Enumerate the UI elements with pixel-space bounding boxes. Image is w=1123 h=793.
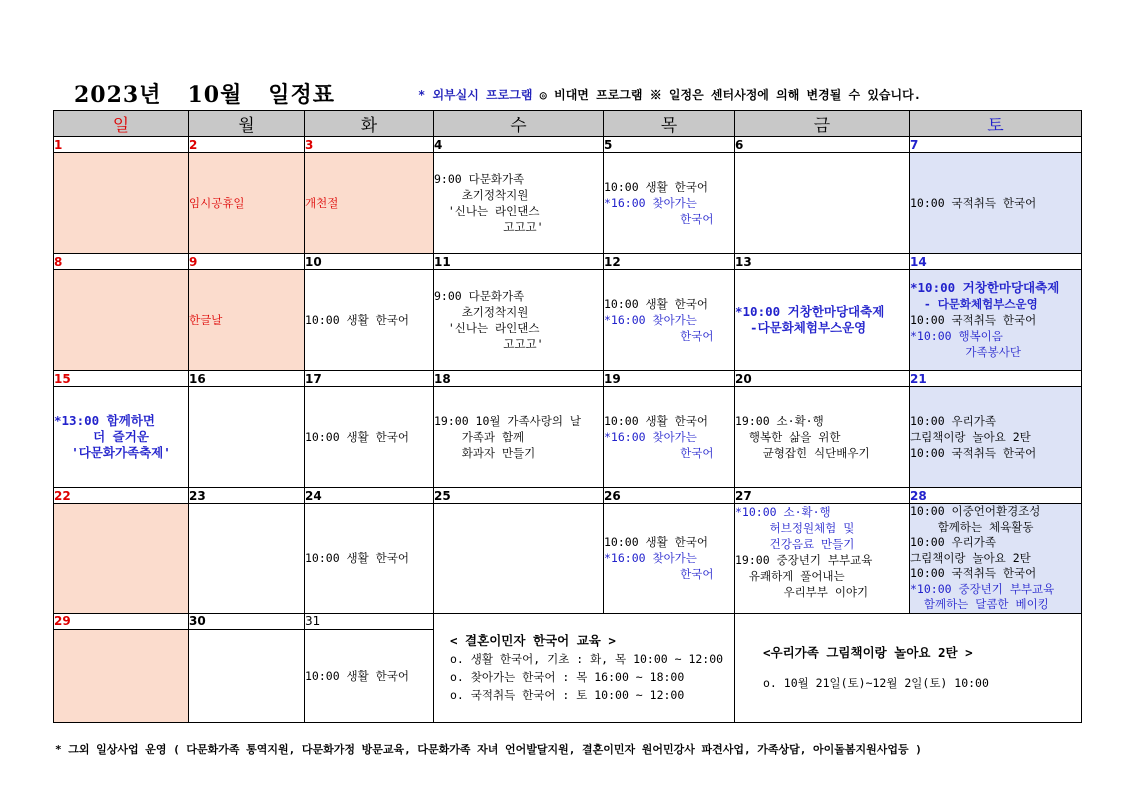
event-line-outdoor: *10:00 행복이음 [910, 329, 1003, 343]
date-cell: 7 [910, 137, 1082, 153]
legend [418, 86, 921, 103]
event-line: 10:00 국적취득 한국어 [910, 446, 1037, 460]
event-line: 10:00 우리가족 [910, 535, 996, 549]
date-cell: 29 [54, 613, 189, 629]
event-cell-empty [189, 387, 305, 488]
event-cell: 10:00 생활 한국어 [305, 629, 434, 722]
date-cell: 5 [604, 137, 735, 153]
date-cell: 23 [189, 488, 305, 504]
event-cell-holiday: 임시공휴일 [189, 153, 305, 254]
info-line: o. 국적취득 한국어 : 토 10:00 ~ 12:00 [450, 687, 685, 702]
week3-event-row [54, 387, 1082, 488]
event-line: 우리부부 이야기 [735, 585, 869, 599]
page-title: 2023년 10월 일정표 [74, 82, 336, 108]
date-cell: 18 [434, 371, 604, 387]
legend-notes: ◎ 비대면 프로그램 ※ 일정은 센터사정에 의해 변경될 수 있습니다. [532, 88, 921, 102]
event-line: 균형잡힌 식단배우기 [735, 446, 870, 460]
event-line: 그림책이랑 놀아요 2탄 [910, 430, 1031, 444]
week2-date-row [54, 254, 1082, 270]
event-cell [54, 387, 189, 488]
event-cell-empty [189, 629, 305, 722]
event-line-outdoor: *10:00 거창한마당대축제 [735, 304, 885, 319]
event-cell-holiday: 한글날 [189, 270, 305, 371]
event-line: 10:00 생활 한국어 [604, 535, 709, 550]
event-cell: 10:00 생활 한국어 [305, 387, 434, 488]
event-cell [434, 270, 604, 371]
event-line: 10:00 생활 한국어 [604, 180, 709, 194]
info-line: o. 생활 한국어, 기초 : 화, 목 10:00 ~ 12:00 [450, 651, 724, 666]
korean-education-title: < 결혼이민자 한국어 교육 > [450, 632, 616, 648]
date-cell: 26 [604, 488, 735, 504]
weekday-sun: 일 [54, 111, 189, 137]
event-line-outdoor: 가족봉사단 [910, 345, 1021, 359]
week2-event-row [54, 270, 1082, 371]
event-cell [434, 387, 604, 488]
event-cell [604, 153, 735, 254]
date-cell: 3 [305, 137, 434, 153]
event-line: '신나는 라인댄스 [434, 204, 540, 218]
date-cell: 17 [305, 371, 434, 387]
event-cell-empty [54, 504, 189, 614]
legend-outdoor: * 외부실시 프로그램 [418, 88, 533, 102]
event-line-outdoor: *10:00 중장년기 부부교육 [910, 581, 1055, 596]
event-line-outdoor: - 다문화체험부스운영 [910, 297, 1038, 311]
event-line: 10:00 생활 한국어 [604, 414, 709, 428]
event-line-outdoor: -다문화체험부스운영 [735, 320, 867, 335]
event-line-outdoor: 한국어 [604, 329, 714, 343]
event-cell [604, 270, 735, 371]
date-cell: 14 [910, 254, 1082, 270]
picture-book-title: <우리가족 그림책이랑 놀아요 2탄 > [763, 644, 973, 660]
calendar-table [53, 110, 1082, 723]
event-cell: 10:00 국적취득 한국어 [910, 153, 1082, 254]
event-line: 함께하는 체육활동 [910, 519, 1034, 534]
event-cell: 10:00 생활 한국어 [305, 270, 434, 371]
event-cell [735, 504, 910, 614]
weekday-mon: 월 [189, 111, 305, 137]
date-cell: 31 [305, 613, 434, 629]
event-cell-empty [54, 629, 189, 722]
date-cell: 13 [735, 254, 910, 270]
date-cell: 8 [54, 254, 189, 270]
event-line: 10:00 국적취득 한국어 [910, 313, 1037, 327]
event-line: 19:00 중장년기 부부교육 [735, 553, 873, 567]
event-line: 9:00 다문화가족 [434, 289, 525, 303]
weekday-header-row [54, 111, 1082, 137]
korean-education-info [434, 613, 735, 722]
event-line-outdoor: 한국어 [604, 212, 714, 226]
date-cell: 6 [735, 137, 910, 153]
date-cell: 4 [434, 137, 604, 153]
event-line: 10:00 국적취득 한국어 [910, 566, 1037, 580]
info-line: o. 10월 21일(토)~12월 2일(토) 10:00 [763, 675, 989, 690]
event-line: 19:00 소·확·행 [735, 414, 824, 428]
date-cell: 22 [54, 488, 189, 504]
event-line: 초기정착지원 [434, 188, 529, 202]
week3-date-row [54, 371, 1082, 387]
info-line: o. 찾아가는 한국어 : 목 16:00 ~ 18:00 [450, 669, 685, 684]
event-line-outdoor: 더 즐거운 [93, 429, 149, 444]
date-cell: 15 [54, 371, 189, 387]
event-line: '신나는 라인댄스 [434, 321, 540, 335]
event-cell-empty [735, 153, 910, 254]
event-cell [910, 504, 1082, 614]
event-line: 행복한 삶을 위한 [735, 430, 841, 444]
event-line-outdoor: *10:00 거창한마당대축제 [910, 280, 1060, 295]
week4-event-row [54, 504, 1082, 614]
date-cell: 25 [434, 488, 604, 504]
event-line: 10:00 우리가족 [910, 414, 996, 428]
date-cell: 19 [604, 371, 735, 387]
event-line-outdoor: *13:00 함께하면 [54, 413, 155, 428]
event-line: 19:00 10월 가족사랑의 날 [434, 414, 581, 428]
picture-book-info [735, 613, 1082, 722]
event-line-outdoor: *16:00 찾아가는 [604, 313, 697, 327]
event-cell [910, 387, 1082, 488]
event-cell-empty [189, 504, 305, 614]
event-cell [910, 270, 1082, 371]
event-line-outdoor: 함께하는 달콤한 베이킹 [910, 597, 1049, 611]
date-cell: 2 [189, 137, 305, 153]
event-line: 고고고' [434, 220, 544, 234]
date-cell: 11 [434, 254, 604, 270]
event-line: 유쾌하게 풀어내는 [735, 569, 845, 583]
event-line-outdoor: '다문화가족축제' [71, 445, 171, 460]
weekday-tue: 화 [305, 111, 434, 137]
week4-date-row [54, 488, 1082, 504]
event-line: 고고고' [434, 337, 544, 351]
event-line-outdoor: *16:00 찾아가는 [604, 551, 697, 566]
date-cell: 12 [604, 254, 735, 270]
week5-date-row [54, 613, 1082, 629]
event-cell [735, 270, 910, 371]
event-line-outdoor: 건강음료 만들기 [735, 537, 855, 551]
date-cell: 21 [910, 371, 1082, 387]
event-cell [604, 387, 735, 488]
event-cell [434, 153, 604, 254]
event-line-outdoor: 한국어 [604, 567, 714, 582]
week1-event-row [54, 153, 1082, 254]
date-cell: 9 [189, 254, 305, 270]
date-cell: 30 [189, 613, 305, 629]
event-cell-empty [54, 153, 189, 254]
event-line-outdoor: *16:00 찾아가는 [604, 196, 697, 210]
event-cell: 10:00 생활 한국어 [305, 504, 434, 614]
event-line-outdoor: 허브정원체험 및 [735, 521, 855, 535]
date-cell: 1 [54, 137, 189, 153]
event-line: 화과자 만들기 [434, 446, 536, 460]
event-line: 10:00 생활 한국어 [604, 297, 709, 311]
event-line: 10:00 이중언어환경조성 [910, 504, 1041, 518]
event-line-outdoor: *16:00 찾아가는 [604, 430, 697, 444]
date-cell: 27 [735, 488, 910, 504]
event-line-outdoor: *10:00 소·확·행 [735, 505, 831, 519]
week1-date-row [54, 137, 1082, 153]
event-cell-holiday: 개천절 [305, 153, 434, 254]
event-line: 그림책이랑 놀아요 2탄 [910, 550, 1031, 565]
event-cell-empty [54, 270, 189, 371]
event-line-outdoor: 한국어 [604, 446, 714, 460]
date-cell: 16 [189, 371, 305, 387]
weekday-wed: 수 [434, 111, 604, 137]
weekday-thu: 목 [604, 111, 735, 137]
event-cell [735, 387, 910, 488]
event-cell-empty [434, 504, 604, 614]
weekday-fri: 금 [735, 111, 910, 137]
footer-note: * 그외 일상사업 운영 ( 다문화가족 통역지원, 다문화가정 방문교육, 다문화가족 자녀 언어발달지원, 결혼이민자 원어민강사 파견사업, 가족상담, 아이돌봄지원사업등 ) [55, 743, 922, 756]
event-cell [604, 504, 735, 614]
date-cell: 24 [305, 488, 434, 504]
event-line: 9:00 다문화가족 [434, 172, 525, 186]
event-line: 가족과 함께 [434, 430, 525, 444]
date-cell: 20 [735, 371, 910, 387]
date-cell: 28 [910, 488, 1082, 504]
event-line: 초기정착지원 [434, 305, 529, 319]
date-cell: 10 [305, 254, 434, 270]
weekday-sat: 토 [910, 111, 1082, 137]
